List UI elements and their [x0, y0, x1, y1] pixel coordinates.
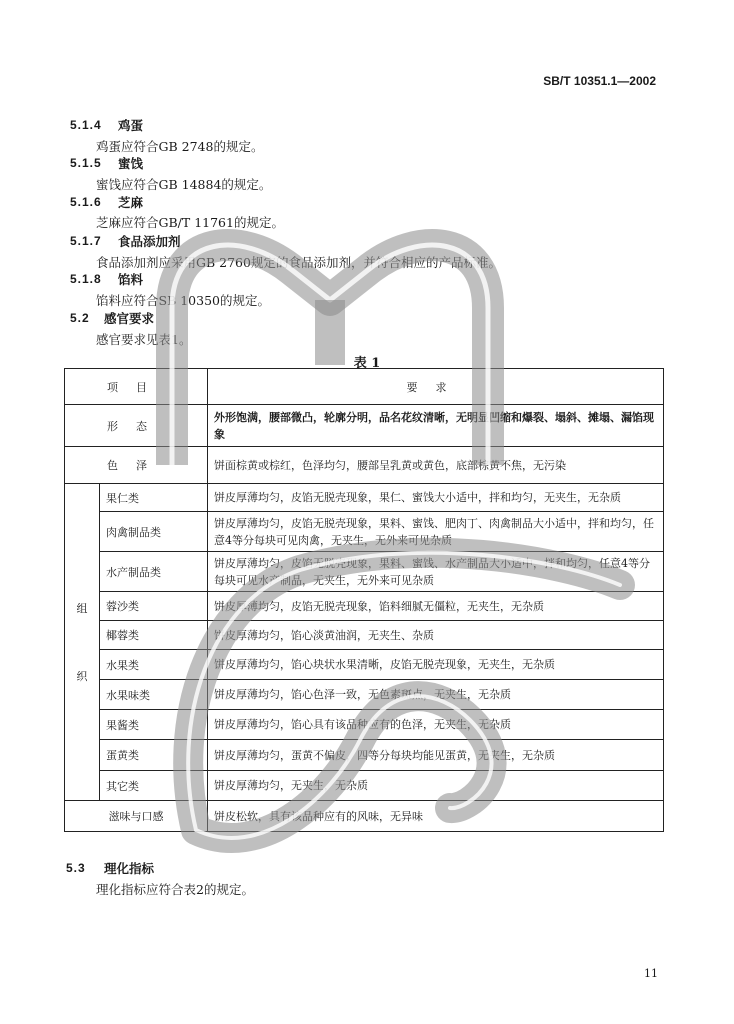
section-number: 5.1.8 [70, 272, 102, 286]
subcategory-name: 水果味类 [100, 680, 208, 710]
row-label: 形态 [65, 405, 208, 447]
section-title: 蜜饯 [118, 156, 144, 171]
row-requirement: 饼皮厚薄均匀，馅心块状水果清晰，皮馅无脱壳现象，无夹生，无杂质 [208, 650, 664, 680]
table-row [65, 552, 664, 592]
row-requirement: 饼皮厚薄均匀，蛋黄不偏皮，四等分每块均能见蛋黄，无夹生，无杂质 [208, 740, 664, 771]
sensory-requirements-table [64, 368, 664, 832]
section-text: 食品添加剂应采用GB 2760规定的食品添加剂，并符合相应的产品标准。 [96, 255, 501, 270]
row-requirement: 外形饱满，腰部微凸，轮廓分明，品名花纹清晰，无明显凹缩和爆裂、塌斜、摊塌、漏馅现象 [208, 405, 664, 447]
row-label: 色泽 [65, 447, 208, 484]
row-requirement: 饼面棕黄或棕红，色泽均匀，腰部呈乳黄或黄色，底部棕黄不焦，无污染 [208, 447, 664, 484]
table-caption: 表 1 [353, 356, 381, 371]
standard-code-header: SB/T 10351.1—2002 [543, 74, 656, 88]
section-text: 蜜饯应符合GB 14884的规定。 [96, 177, 272, 192]
subcategory-name: 水产制品类 [100, 552, 208, 592]
header-requirement: 要求 [208, 369, 664, 405]
row-requirement: 饼皮厚薄均匀，馅心具有该品种应有的色泽，无夹生，无杂质 [208, 710, 664, 740]
section-number: 5.1.5 [70, 156, 102, 170]
row-requirement: 饼皮厚薄均匀，馅心淡黄油润，无夹生、杂质 [208, 621, 664, 650]
subcategory-name: 椰蓉类 [100, 621, 208, 650]
section-title: 理化指标 [104, 861, 155, 876]
section-text: 馅料应符合SB 10350的规定。 [96, 293, 270, 308]
section-title: 食品添加剂 [118, 234, 181, 249]
section-number: 5.3 [66, 861, 86, 875]
section-number: 5.1.6 [70, 195, 102, 209]
table-row-color [65, 447, 664, 484]
row-requirement: 饼皮厚薄均匀，皮馅无脱壳现象，果料、蜜饯、水产制品大小适中，拌和均匀，任意4等分每块可见水产制品，无夹生，无外来可见杂质 [208, 552, 664, 592]
table-row [65, 592, 664, 621]
table-row [65, 512, 664, 552]
header-item: 项目 [65, 369, 208, 405]
table-row [65, 650, 664, 680]
section-title: 芝麻 [118, 195, 144, 210]
table-row [65, 680, 664, 710]
subcategory-name: 其它类 [100, 771, 208, 801]
table-row [65, 484, 664, 512]
row-requirement: 饼皮松软，具有该品种应有的风味，无异味 [208, 801, 664, 832]
section-number: 5.1.7 [70, 234, 102, 248]
section-text: 感官要求见表1。 [96, 332, 192, 347]
texture-label [65, 484, 100, 801]
row-label: 滋味与口感 [65, 801, 208, 832]
row-requirement: 饼皮厚薄均匀，皮馅无脱壳现象，馅料细腻无僵粒，无夹生，无杂质 [208, 592, 664, 621]
section-text: 芝麻应符合GB/T 11761的规定。 [96, 215, 284, 230]
table-header-row [65, 369, 664, 405]
section-number: 5.2 [70, 311, 90, 325]
subcategory-name: 肉禽制品类 [100, 512, 208, 552]
section-title: 感官要求 [104, 311, 155, 326]
subcategory-name: 蓉沙类 [100, 592, 208, 621]
table-row [65, 771, 664, 801]
section-title: 馅料 [118, 272, 144, 287]
row-requirement: 饼皮厚薄均匀，馅心色泽一致，无色素斑点，无夹生，无杂质 [208, 680, 664, 710]
section-number: 5.1.4 [70, 118, 102, 132]
page-number: 11 [644, 967, 658, 980]
row-requirement: 饼皮厚薄均匀，无夹生，无杂质 [208, 771, 664, 801]
texture-label-bottom: 织 [76, 670, 88, 683]
row-requirement: 饼皮厚薄均匀，皮馅无脱壳现象，果仁、蜜饯大小适中，拌和均匀，无夹生，无杂质 [208, 484, 664, 512]
subcategory-name: 果仁类 [100, 484, 208, 512]
subcategory-name: 蛋黄类 [100, 740, 208, 771]
texture-label-top: 组 [76, 602, 88, 615]
table-row [65, 621, 664, 650]
subcategory-name: 水果类 [100, 650, 208, 680]
section-title: 鸡蛋 [118, 118, 144, 133]
table-row-taste [65, 801, 664, 832]
table-row [65, 710, 664, 740]
section-text: 理化指标应符合表2的规定。 [96, 882, 254, 897]
table-row [65, 740, 664, 771]
row-requirement: 饼皮厚薄均匀，皮馅无脱壳现象，果料、蜜饯、肥肉丁、肉禽制品大小适中，拌和均匀，任意4等分每块可见肉禽，无夹生，无外来可见杂质 [208, 512, 664, 552]
subcategory-name: 果酱类 [100, 710, 208, 740]
section-text: 鸡蛋应符合GB 2748的规定。 [96, 139, 264, 154]
table-row-shape [65, 405, 664, 447]
